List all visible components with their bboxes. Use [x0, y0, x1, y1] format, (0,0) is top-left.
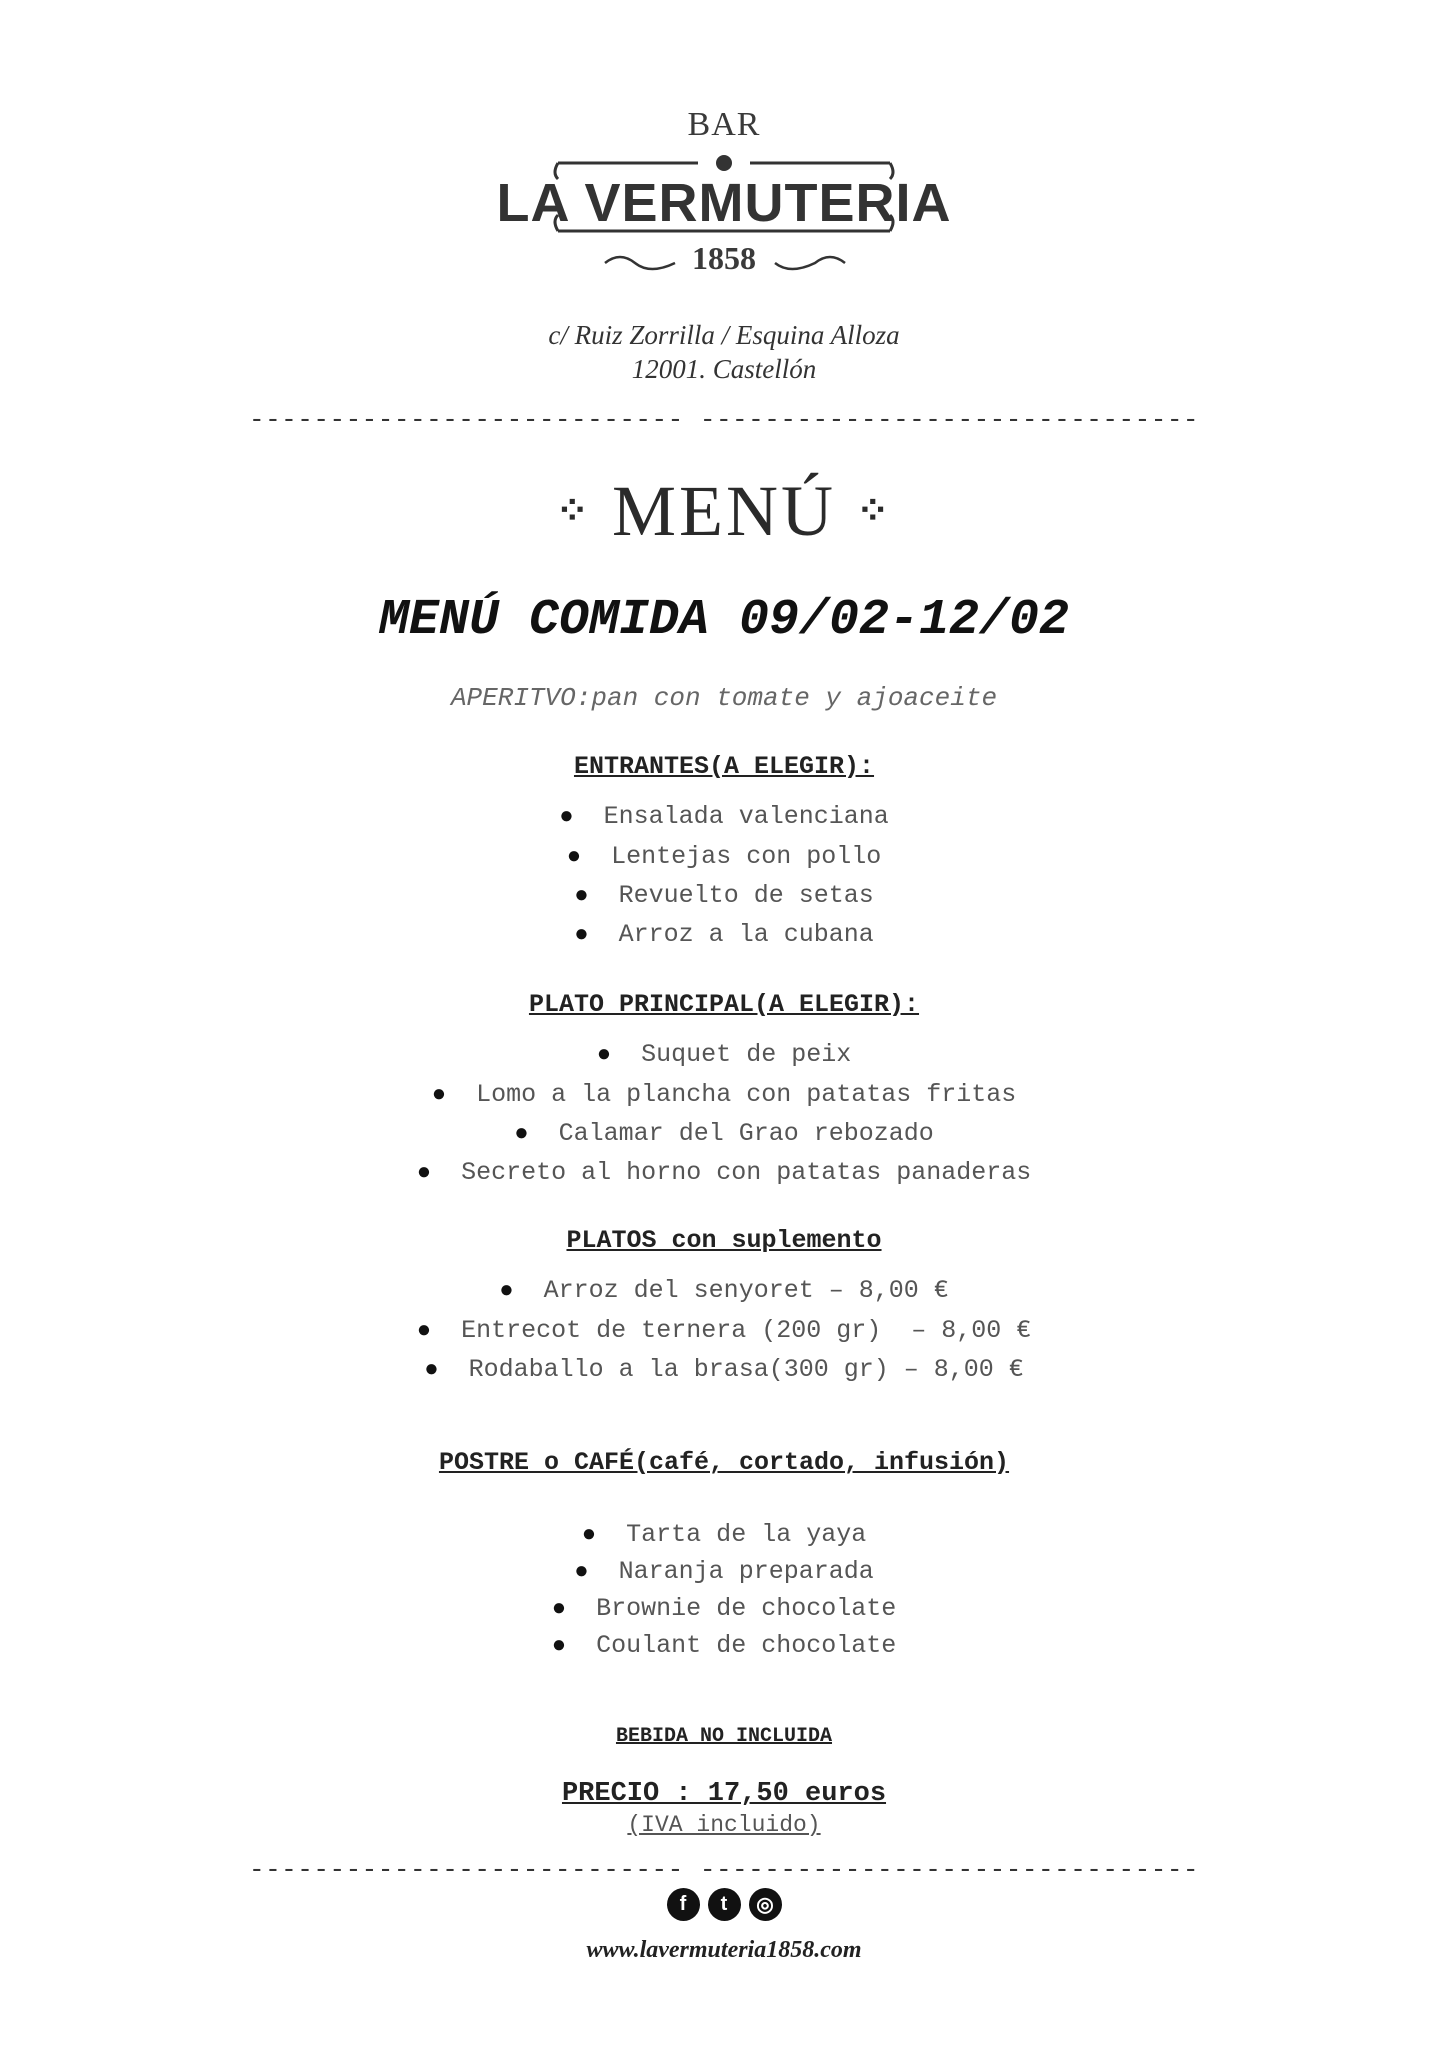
- bullet-icon: ●: [566, 844, 582, 871]
- logo-bar-text: BAR: [687, 106, 761, 143]
- iva-note: (IVA incluido): [627, 1812, 821, 1838]
- ornament-right-icon: ⁘: [856, 487, 893, 533]
- section-title-principal: PLATO PRINCIPAL(A ELEGIR):: [528, 990, 920, 1019]
- list-item: ● Arroz del senyoret – 8,00 €: [499, 1276, 949, 1305]
- list-item: ● Secreto al horno con patatas panaderas: [416, 1158, 1032, 1187]
- list-item: ● Calamar del Grao rebozado: [514, 1119, 934, 1148]
- bullet-icon: ●: [574, 883, 589, 910]
- bullet-icon: ●: [514, 1121, 529, 1148]
- list-item: ● Ensalada valenciana: [559, 802, 889, 831]
- list-item: ● Rodaballo a la brasa(300 gr) – 8,00 €: [424, 1355, 1024, 1384]
- list-item: ● Coulant de chocolate: [551, 1631, 897, 1660]
- bebida-note: BEBIDA NO INCLUIDA: [615, 1725, 833, 1748]
- section-title-postre: POSTRE o CAFÉ(café, cortado, infusión): [438, 1448, 1010, 1477]
- social-icons: [0, 1888, 1448, 1921]
- bullet-icon: ●: [499, 1278, 514, 1305]
- bullet-icon: ●: [559, 804, 574, 831]
- bullet-icon: ●: [581, 1522, 597, 1549]
- menu-heading: [0, 470, 1448, 553]
- ornament-left-icon: ⁘: [555, 487, 592, 533]
- list-item: ● Naranja preparada: [574, 1557, 874, 1586]
- instagram-icon[interactable]: ◎: [749, 1888, 782, 1921]
- list-item: ● Lomo a la plancha con patatas fritas: [431, 1080, 1017, 1109]
- separator-bottom: --------------------------- -------------------------------: [248, 1855, 1200, 1885]
- list-item: ● Suquet de peix: [596, 1040, 852, 1069]
- list-item: ● Tarta de la yaya: [581, 1520, 867, 1549]
- facebook-icon[interactable]: f: [667, 1888, 700, 1921]
- price: PRECIO : 17,50 euros: [561, 1779, 887, 1809]
- bullet-icon: ●: [574, 1559, 589, 1586]
- logo-name: LA VERMUTERIA: [496, 173, 952, 233]
- list-item: ● Lentejas con pollo: [566, 842, 882, 871]
- list-item: ● Brownie de chocolate: [551, 1594, 897, 1623]
- website-link[interactable]: www.lavermuteria1858.com: [586, 1937, 862, 1963]
- logo-year: 1858: [692, 240, 756, 276]
- bullet-icon: ●: [551, 1633, 567, 1660]
- menu-title: MENÚ COMIDA 09/02-12/02: [378, 592, 1070, 649]
- section-title-entrantes: ENTRANTES(A ELEGIR):: [573, 752, 875, 781]
- section-title-suplemento: PLATOS con suplemento: [566, 1226, 882, 1255]
- separator-top: --------------------------- -------------------------------: [248, 405, 1200, 435]
- list-item: ● Revuelto de setas: [574, 881, 874, 910]
- bullet-icon: ●: [416, 1318, 432, 1345]
- bullet-icon: ●: [424, 1357, 439, 1384]
- twitter-icon[interactable]: t: [708, 1888, 741, 1921]
- bullet-icon: ●: [574, 922, 589, 949]
- bullet-icon: ●: [416, 1160, 432, 1187]
- list-item: ● Entrecot de ternera (200 gr) – 8,00 €: [416, 1316, 1032, 1345]
- bullet-icon: ●: [596, 1042, 612, 1069]
- list-item: ● Arroz a la cubana: [574, 920, 874, 949]
- address-line-2: 12001. Castellón: [631, 354, 817, 384]
- address-line-1: c/ Ruiz Zorrilla / Esquina Alloza: [548, 320, 900, 350]
- aperitivo: APERITVO:pan con tomate y ajoaceite: [450, 683, 998, 713]
- bullet-icon: ●: [551, 1596, 567, 1623]
- menu-heading-text: MENÚ: [612, 471, 836, 551]
- bullet-icon: ●: [431, 1082, 447, 1109]
